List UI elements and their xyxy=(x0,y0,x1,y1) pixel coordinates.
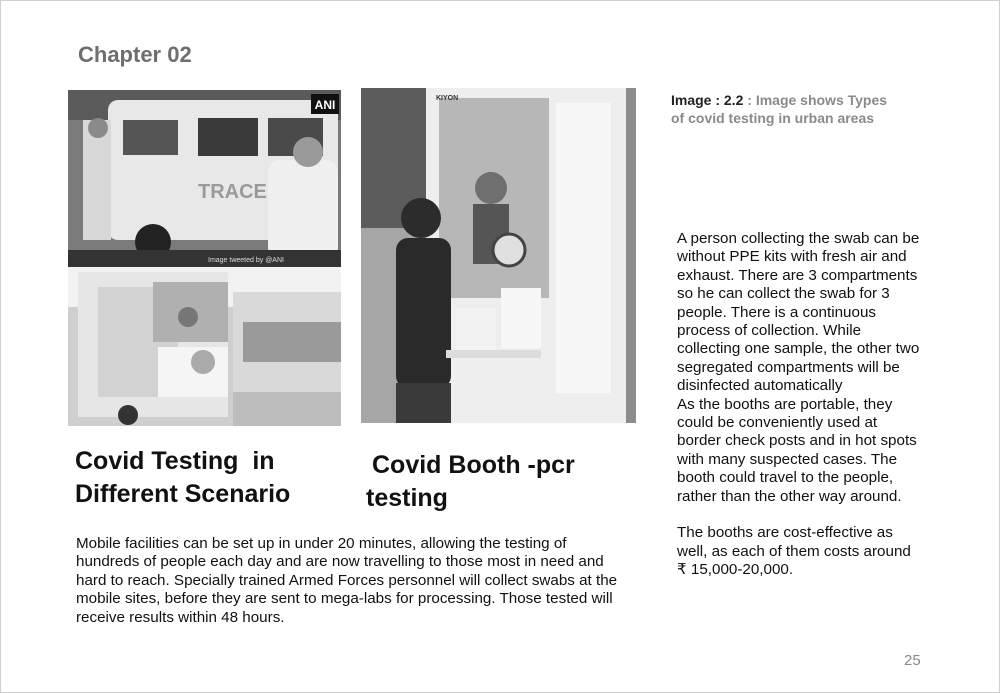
photo-testing-unit xyxy=(68,267,341,426)
ani-badge: ANI xyxy=(314,98,336,112)
booth-brand-text: KIYON xyxy=(436,95,459,102)
photo-covid-booth xyxy=(361,88,636,423)
heading-line: testing xyxy=(366,484,448,512)
heading-line: Covid Booth -pcr xyxy=(372,451,575,479)
heading-covid-testing xyxy=(75,445,290,511)
booth-paragraph-2: As the booths are portable, they could be conveniently used at border check posts and in hot spots with many suspected cases. The booth could travel to the people, rather than the other way around. xyxy=(677,395,917,505)
heading-line: Covid Testing in xyxy=(75,447,275,475)
mobile-facilities-paragraph: Mobile facilities can be set up in under 20 minutes, allowing the testing of hundreds of people each day and are now travelling to those most in need and hard to reach. Specially trained Armed Forces personnel will collect swabs at the mobile sites, before they are sent to mega-labs for processing. Those tested will receive results within 48 hours. xyxy=(76,535,618,626)
image-caption-text: : Image shows Types of covid testing in urban areas xyxy=(671,92,888,126)
page-number: 25 xyxy=(904,652,921,669)
booth-paragraph-3: The booths are cost-effective as well, as each of them costs around ₹ 15,000-20,000. xyxy=(677,524,911,578)
heading-line: Different Scenario xyxy=(75,480,291,508)
van-logo-text: TRACE xyxy=(198,181,267,203)
booth-paragraph-1: A person collecting the swab can be without PPE kits with fresh air and exhaust. There are 3 compartments so he can collect the swab for 3 people. There is a continuous process of collection. While collecting one sample, the other two segregated compartments will be disinfected automatically xyxy=(677,230,920,395)
heading-covid-booth xyxy=(366,449,575,515)
image-caption-label: Image : 2.2 xyxy=(671,92,744,108)
booth-description-paragraph xyxy=(677,230,922,579)
photo-mobile-van xyxy=(68,90,341,267)
image-caption xyxy=(671,91,891,127)
photo-credit: Image tweeted by @ANI xyxy=(208,257,284,264)
chapter-title: Chapter 02 xyxy=(78,42,192,67)
